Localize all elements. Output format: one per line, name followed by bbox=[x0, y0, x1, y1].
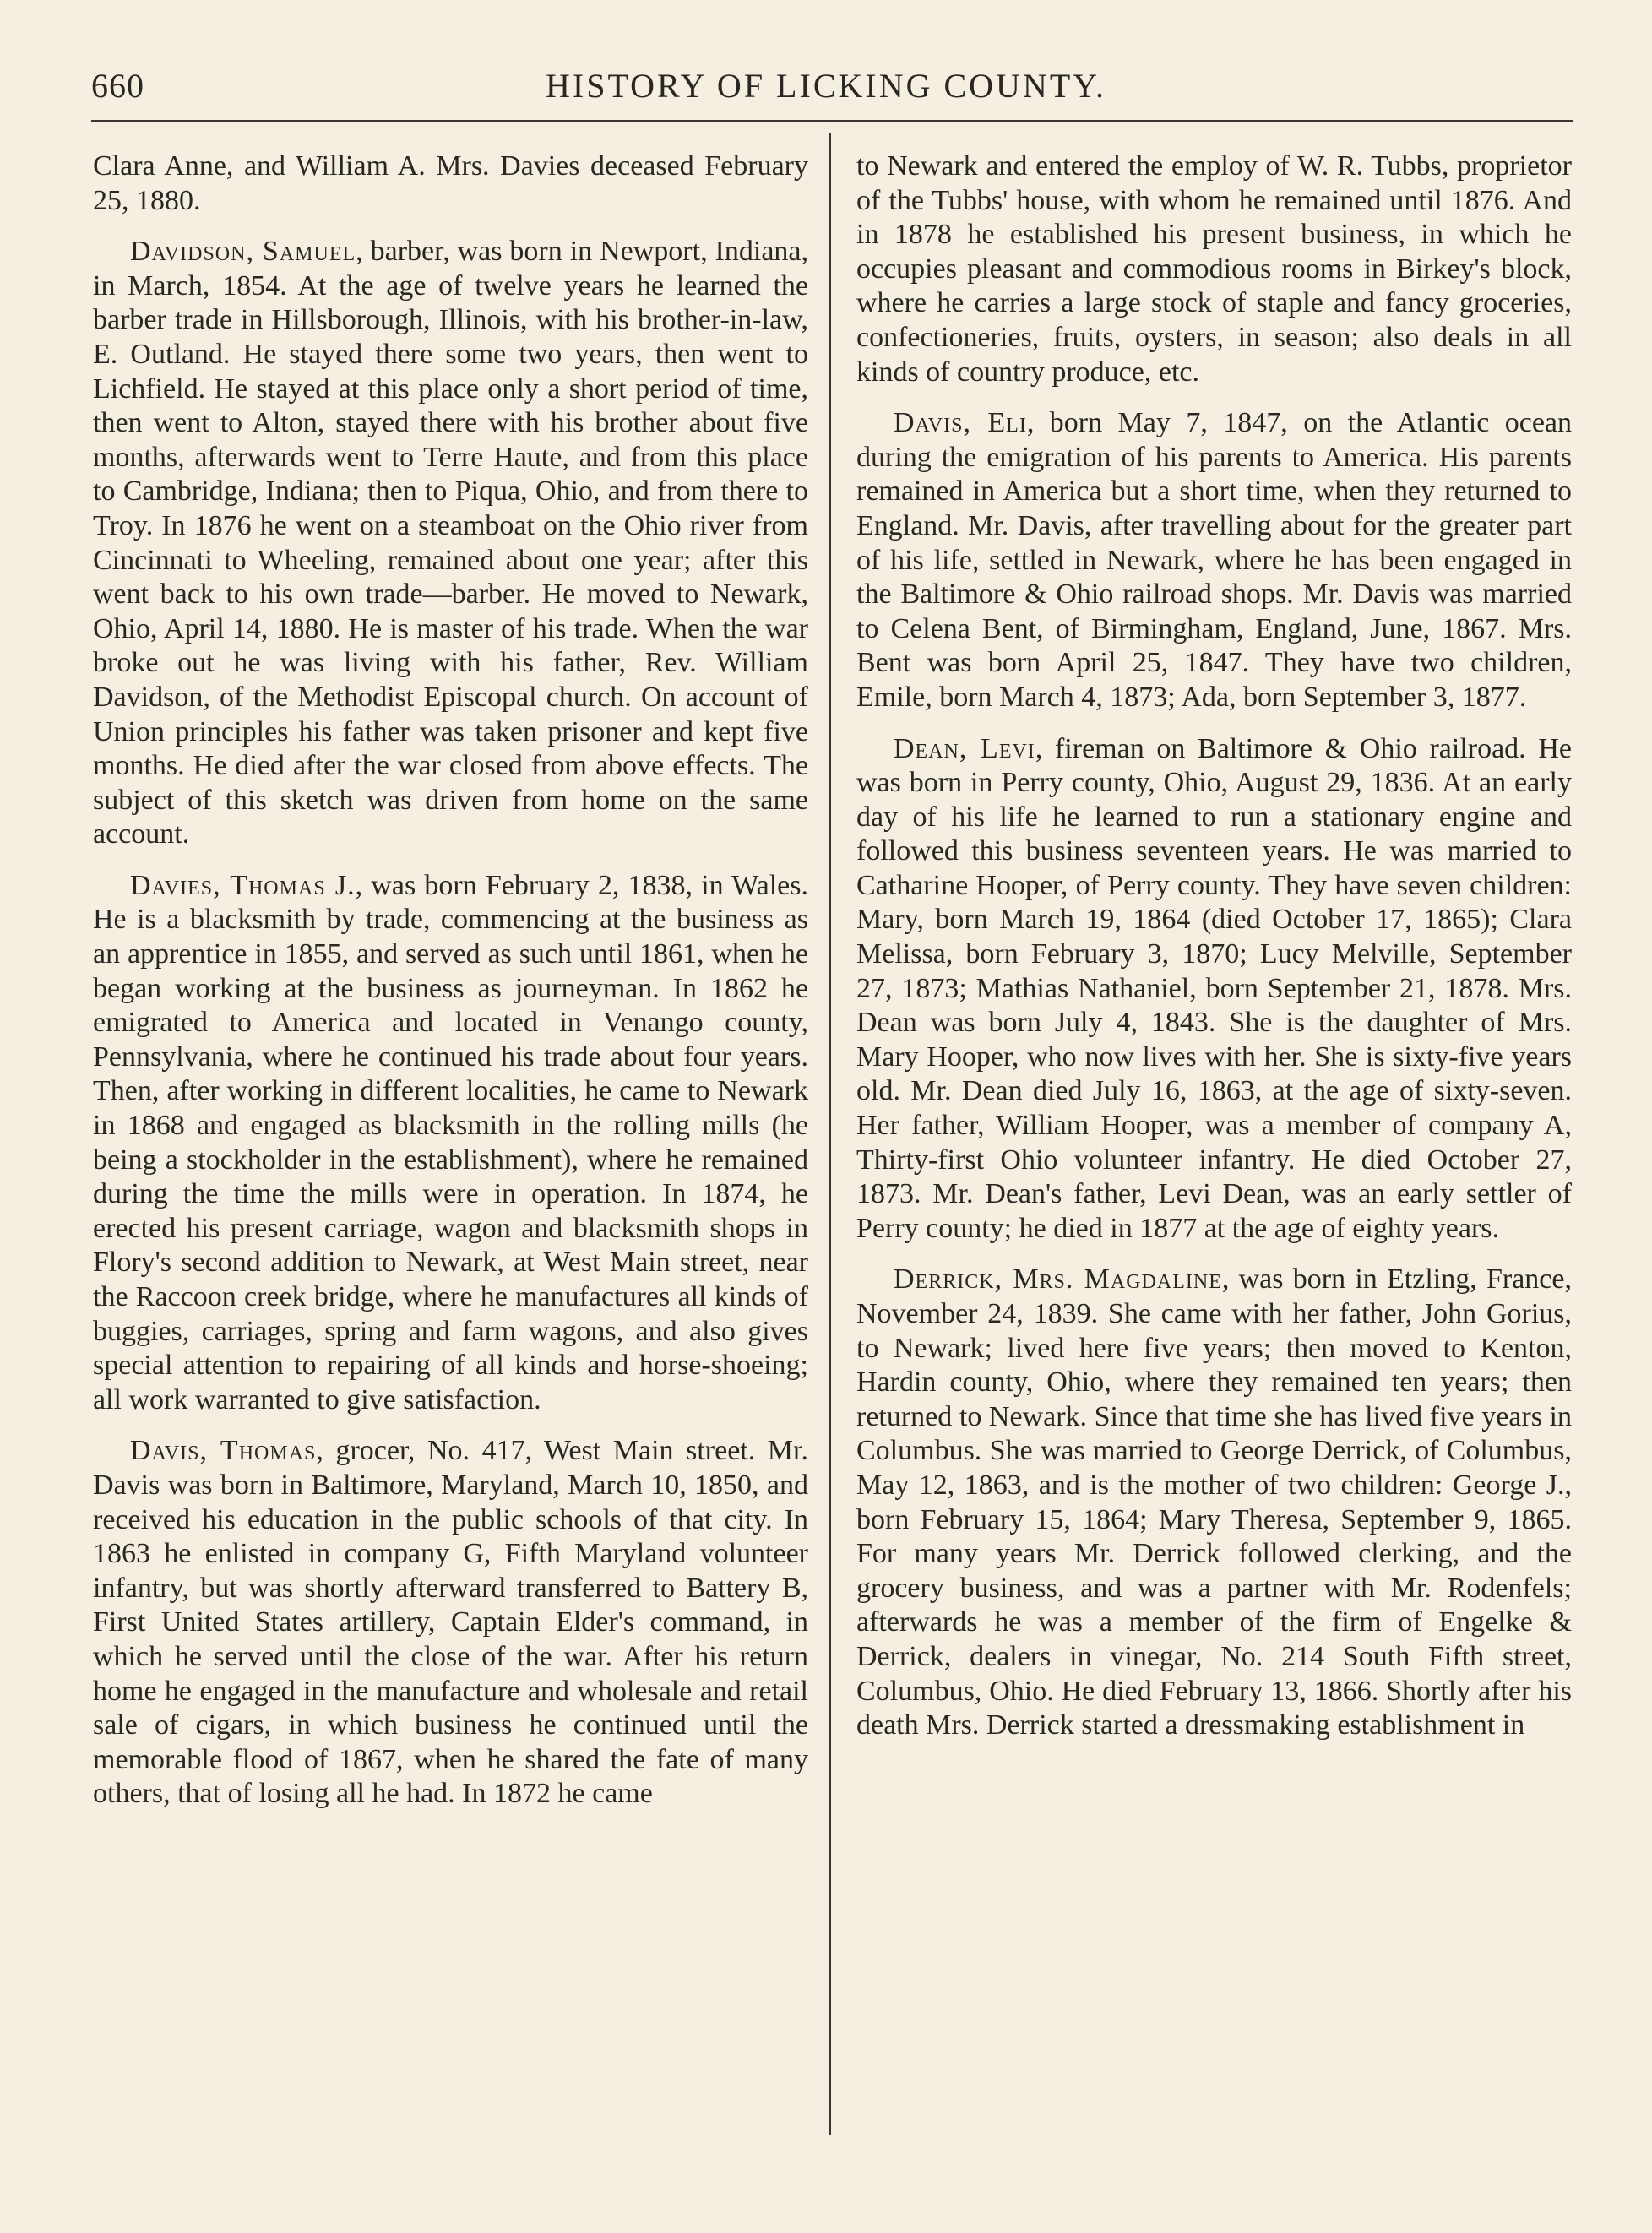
entry-name: Dean, Levi bbox=[894, 732, 1035, 764]
entry-text: , was born in Etzling, France, November 24, 1839. She came with her father, John Gorius, to Newark; lived here five years; then moved to Kenton, Hardin county, Ohio, where they remained ten years; then returned to Newark. Since that time she has lived five years in Columbus. She was married to George Derrick, of Columbus, May 12, 1863, and is the mother of two children: George J., born February 15, 1864; Mary Theresa, September 9, 1865. For many years Mr. Derrick followed clerking, and the grocery business, and was a partner with Mr. Rodenfels; afterwards he was a member of the firm of Engelke & Derrick, dealers in vinegar, No. 214 South Fifth street, Columbus, Ohio. He died February 13, 1866. Shortly after his death Mrs. Derrick started a dressmaking establishment in bbox=[856, 1263, 1572, 1741]
entry bbox=[856, 406, 1572, 714]
entry-name: Davis, Thomas bbox=[130, 1435, 317, 1467]
entry-name: Davidson, Samuel bbox=[130, 236, 356, 268]
entry-text: Clara Anne, and William A. Mrs. Davies deceased February 25, 1880. bbox=[93, 150, 808, 216]
page-number: 660 bbox=[91, 67, 144, 105]
column-divider bbox=[829, 133, 831, 2135]
right-column bbox=[856, 149, 1572, 1760]
entry-text: , grocer, No. 417, West Main street. Mr. Davis was born in Baltimore, Maryland, March 10, 1850, and received his education in the public schools of that city. In 1863 he enlisted in company G, Fifth Maryland volunteer infantry, but was shortly afterward transferred to Battery B, First United States artillery, Captain Elder's command, in which he served until the close of the war. After his return home he engaged in the manufacture and wholesale and retail sale of cigars, in which business he continued until the memorable flood of 1867, when he shared the fate of many others, that of losing all he had. In 1872 he came bbox=[93, 1435, 808, 1810]
header-rule bbox=[91, 120, 1573, 122]
entry bbox=[93, 235, 808, 852]
running-head: HISTORY OF LICKING COUNTY. bbox=[546, 67, 1106, 105]
entry bbox=[856, 1263, 1572, 1742]
entry bbox=[93, 869, 808, 1418]
entry-text: , fireman on Baltimore & Ohio railroad. He was born in Perry county, Ohio, August 29, 1836. At an early day of his life he learned to run a stationary engine and followed this business seventeen years. He was married to Catharine Hooper, of Perry county. They have seven children: Mary, born March 19, 1864 (died October 17, 1865); Clara Melissa, born February 3, 1870; Lucy Melville, September 27, 1873; Mathias Nathaniel, born September 21, 1878. Mrs. Dean was born July 4, 1843. She is the daughter of Mrs. Mary Hooper, who now lives with her. She is sixty-five years old. Mr. Dean died July 16, 1863, at the age of sixty-seven. Her father, William Hooper, was a member of company A, Thirty-first Ohio volunteer infantry. He died October 27, 1873. Mr. Dean's father, Levi Dean, was an early settler of Perry county; he died in 1877 at the age of eighty years. bbox=[856, 732, 1572, 1244]
entry-continued bbox=[856, 149, 1572, 389]
entry-text: to Newark and entered the employ of W. R. Tubbs, proprietor of the Tubbs' house, with whom he remained until 1876. And in 1878 he established his present business, in which he occupies pleasant and commodious rooms in Birkey's block, where he carries a large stock of staple and fancy groceries, confectioneries, fruits, oysters, in season; also deals in all kinds of country produce, etc. bbox=[856, 150, 1572, 388]
entry-name: Davies, Thomas J. bbox=[130, 869, 356, 901]
entry-text: , barber, was born in Newport, Indiana, in March, 1854. At the age of twelve years he learned the barber trade in Hillsborough, Illinois, with his brother-in-law, E. Outland. He stayed there some two years, then went to Lichfield. He stayed at this place only a short period of time, then went to Alton, stayed there with his brother about five months, afterwards went to Terre Haute, and from this place to Cambridge, Indiana; then to Piqua, Ohio, and from there to Troy. In 1876 he went on a steamboat on the Ohio river from Cincinnati to Wheeling, remained about one year; after this went back to his own trade—barber. He moved to Newark, Ohio, April 14, 1880. He is master of his trade. When the war broke out he was living with his father, Rev. William Davidson, of the Methodist Episcopal church. On account of Union principles his father was taken prisoner and kept five months. He died after the war closed from above effects. The subject of this sketch was driven from home on the same account. bbox=[93, 236, 808, 850]
entry-continued bbox=[93, 149, 808, 218]
entry bbox=[93, 1434, 808, 1812]
entry-name: Davis, Eli bbox=[894, 407, 1027, 439]
entry bbox=[856, 732, 1572, 1247]
entry-name: Derrick, Mrs. Magdaline bbox=[894, 1263, 1222, 1296]
left-column bbox=[93, 149, 808, 1828]
entry-text: , was born February 2, 1838, in Wales. He is a blacksmith by trade, commencing at the business as an apprentice in 1855, and served as such until 1861, when he began working at the business as journeyman. In 1862 he emigrated to America and located in Venango county, Pennsylvania, where he continued his trade about four years. Then, after working in different localities, he came to Newark in 1868 and engaged as blacksmith in the rolling mills (he being a stockholder in the establishment), where he remained during the time the mills were in operation. In 1874, he erected his present carriage, wagon and blacksmith shops in Flory's second addition to Newark, at West Main street, near the Raccoon creek bridge, where he manufactures all kinds of buggies, carriages, spring and farm wagons, and also gives special attention to repairing of all kinds and horse-shoeing; all work warranted to give satisfaction. bbox=[93, 869, 808, 1415]
entry-text: , born May 7, 1847, on the Atlantic ocean during the emigration of his parents to America. His parents remained in America but a short time, when they returned to England. Mr. Davis, after travelling about for the greater part of his life, settled in Newark, where he has been engaged in the Baltimore & Ohio railroad shops. Mr. Davis was married to Celena Bent, of Birmingham, England, June, 1867. Mrs. Bent was born April 25, 1847. They have two children, Emile, born March 4, 1873; Ada, born September 3, 1877. bbox=[856, 407, 1572, 713]
